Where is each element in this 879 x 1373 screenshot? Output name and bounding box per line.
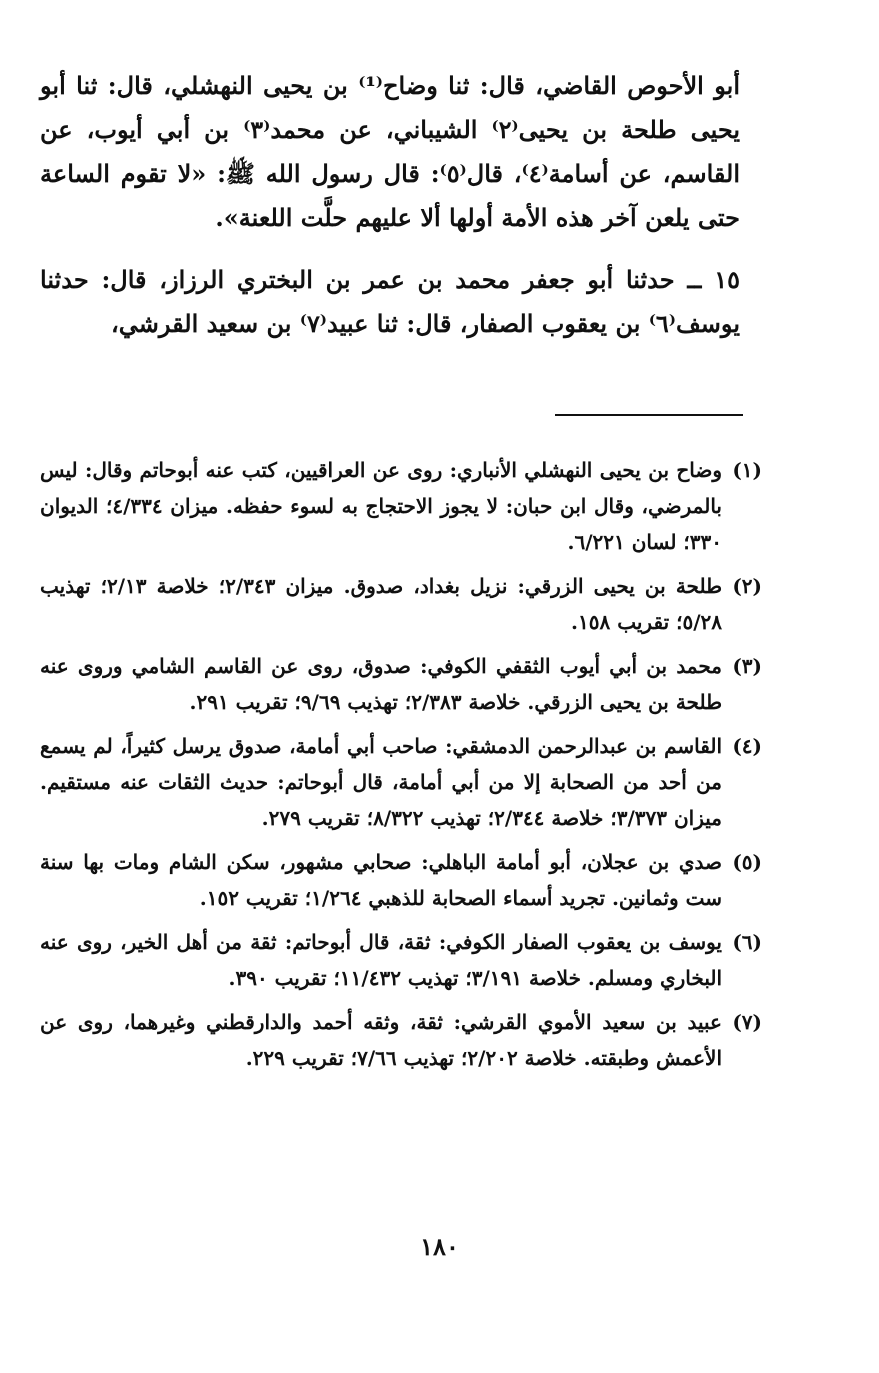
footnote-5 — [40, 844, 762, 916]
footnote-number: (٦) — [732, 930, 762, 954]
footnote-text: القاسم بن عبدالرحمن الدمشقي: صاحب أبي أمامة، صدوق يرسل كثيراً، لم يسمع من أحد من الصحابة إلا من أبي أمامة، قال أبوحاتم: حديث الثقات عنه مستقيم. ميزان ٣/٣٧٣؛ خلاصة ٢/٣٤٤؛ تهذيب ٨/٣٢٢؛ تقريب ٢٧٩. — [40, 734, 722, 830]
footnote-2 — [40, 568, 762, 640]
footnote-text: يوسف بن يعقوب الصفار الكوفي: ثقة، قال أبوحاتم: ثقة من أهل الخير، روى عنه البخاري ومسلم. خلاصة ٣/١٩١؛ تهذيب ١١/٤٣٢؛ تقريب ٣٩٠. — [40, 930, 722, 990]
page-number: ١٨٠ — [420, 1232, 459, 1261]
footnote-4 — [40, 728, 762, 836]
footnote-number: (٢) — [732, 574, 762, 598]
main-paragraph: أبو الأحوص القاضي، قال: ثنا وضاح⁽¹⁾ بن يحيى النهشلي، قال: ثنا أبو يحيى طلحة بن يحيى⁽٢⁾ الشيباني، عن محمد⁽٣⁾ بن أبي أيوب، عن القاسم، عن أسامة⁽٤⁾، قال⁽٥⁾: قال رسول الله ﷺ: «لا تقوم الساعة حتى يلعن آخر هذه الأمة أولها ألا عليهم حلَّت اللعنة». — [40, 71, 741, 232]
footnote-separator — [555, 414, 743, 416]
footnote-7 — [40, 1004, 762, 1076]
footnote-number: (٣) — [732, 654, 762, 678]
footnote-number: (٧) — [732, 1010, 762, 1034]
footnote-6 — [40, 924, 762, 996]
footnote-text: طلحة بن يحيى الزرقي: نزيل بغداد، صدوق. ميزان ٢/٣٤٣؛ خلاصة ٢/١٣؛ تهذيب ٥/٢٨؛ تقريب ١٥٨. — [40, 574, 722, 634]
hadith-paragraph: ١٥ ــ حدثنا أبو جعفر محمد بن عمر بن البختري الرزاز، قال: حدثنا يوسف⁽٦⁾ بن يعقوب الصفار، قال: ثنا عبيد⁽٧⁾ بن سعيد القرشي، — [40, 265, 740, 338]
footnote-text: وضاح بن يحيى النهشلي الأنباري: روى عن العراقيين، كتب عنه أبوحاتم وقال: ليس بالمرضي، وقال ابن حبان: لا يجوز الاحتجاج به لسوء حفظه. ميزان ٤/٣٣٤؛ الديوان ٣٣٠؛ لسان ٦/٢٢١. — [40, 458, 722, 554]
main-text — [40, 64, 740, 360]
footnote-number: (٤) — [732, 734, 762, 758]
footnote-text: محمد بن أبي أيوب الثقفي الكوفي: صدوق، روى عن القاسم الشامي وروى عنه طلحة بن يحيى الزرقي. خلاصة ٢/٣٨٣؛ تهذيب ٩/٦٩؛ تقريب ٢٩١. — [40, 654, 722, 714]
footnote-1 — [40, 452, 762, 560]
footnote-number: (٥) — [732, 850, 762, 874]
footnote-text: صدي بن عجلان، أبو أمامة الباهلي: صحابي مشهور، سكن الشام ومات بها سنة ست وثمانين. تجريد أسماء الصحابة للذهبي ١/٢٦٤؛ تقريب ١٥٢. — [40, 850, 722, 910]
footnote-number: (١) — [732, 458, 762, 482]
footnote-3 — [40, 648, 762, 720]
footnote-text: عبيد بن سعيد الأموي القرشي: ثقة، وثقه أحمد والدارقطني وغيرهما، روى عن الأعمش وطبقته. خلاصة ٢/٢٠٢؛ تهذيب ٧/٦٦؛ تقريب ٢٢٩. — [40, 1010, 722, 1070]
footnotes — [40, 452, 762, 1084]
